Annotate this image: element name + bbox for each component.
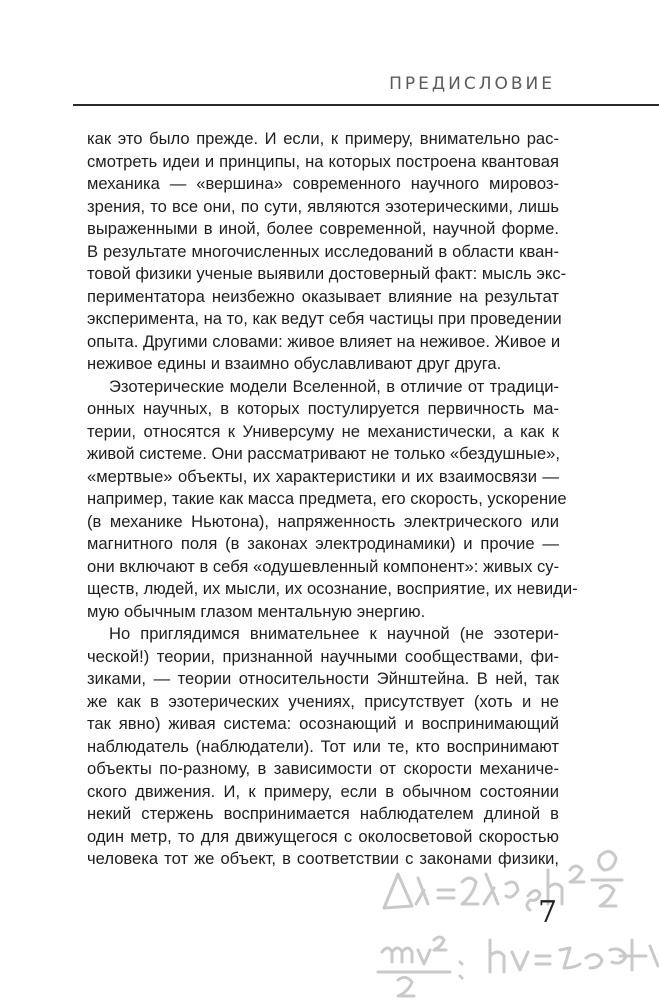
text-line: некий стержень воспринимается наблюдателем длиной в — [87, 804, 559, 823]
body-text — [87, 128, 578, 871]
handwritten-formulas-icon — [370, 800, 659, 1000]
text-line: один метр, то для движущегося с околосветовой скоростью — [87, 826, 559, 846]
text-line: же как в эзотерических учениях, присутствует (хоть и не — [87, 691, 559, 711]
text-line: ческой!) теории, признанной научными сообществами, фи- — [87, 646, 559, 666]
text-line: «мертвые» объекты, их характеристики и их взаимосвязи — — [87, 466, 559, 486]
text-line: смотреть идеи и принципы, на которых построена квантовая — [87, 151, 559, 171]
text-line: зрения, то все они, по сути, являются эзотерическими, лишь — [87, 196, 559, 216]
text-line: механика — «вершина» современного научного мировоз- — [87, 174, 559, 193]
text-line: живой системе. Они рассматривают не только «бездушные», — [87, 444, 560, 463]
text-line: онных научных, в которых постулируется первичность ма- — [87, 399, 559, 418]
text-line: товой физики ученые выявили достоверный факт: мысль экс- — [87, 264, 567, 283]
text-line: например, такие как масса предмета, его скорость, ускорение — [87, 489, 567, 508]
text-line: периментатора неизбежно оказывает влияние на результат — [87, 286, 559, 306]
text-line: ществ, людей, их мысли, их осознание, восприятие, их невиди- — [87, 579, 578, 598]
paragraph-2 — [87, 376, 578, 624]
text-line: (в механике Ньютона), напряженность электрического или — [87, 511, 559, 531]
text-line: человека тот же объект, в соответствии с законами физики, — [87, 849, 559, 868]
text-line: ского движения. И, к примеру, если в обычном состоянии — [87, 781, 559, 801]
text-line: терии, относятся к Универсуму не механистически, а как к — [87, 421, 559, 441]
text-line: мую обычным глазом ментальную энергию. — [87, 601, 426, 621]
page-number: 7 — [538, 895, 558, 930]
text-line: выраженными в иной, более современной, научной форме. — [87, 219, 559, 238]
text-line: объекты по-разному, в зависимости от скорости механиче- — [87, 759, 559, 778]
paragraph-1 — [87, 128, 567, 376]
text-line: Но приглядимся внимательнее к научной (не эзотери- — [109, 624, 559, 643]
text-line: так явно) живая система: осознающий и воспринимающий — [87, 714, 559, 733]
text-line: Эзотерические модели Вселенной, в отличие от традици- — [109, 376, 559, 396]
text-line: магнитного поля (в законах электродинамики) и прочие — — [87, 534, 559, 553]
text-line: наблюдатель (наблюдатели). Тот или те, кто воспринимают — [87, 736, 559, 756]
text-line: опыта. Другими словами: живое влияет на неживое. Живое и — [87, 331, 561, 351]
text-line: как это было прежде. И если, к примеру, внимательно рас- — [87, 129, 559, 148]
text-line: зиками, — теории относительности Эйнштейна. В ней, так — [87, 669, 559, 688]
text-line: В результате многочисленных исследований в области кван- — [87, 241, 559, 261]
running-header-title: ПРЕДИСЛОВИЕ — [389, 74, 555, 94]
text-line: неживое едины и взаимно обуславливают друг друга. — [87, 354, 502, 373]
text-line: они включают в себя «одушевленный компонент»: живых су- — [87, 556, 560, 576]
text-line: эксперимента, на то, как ведут себя частицы при проведении — [87, 309, 562, 328]
header-rule — [73, 104, 659, 106]
